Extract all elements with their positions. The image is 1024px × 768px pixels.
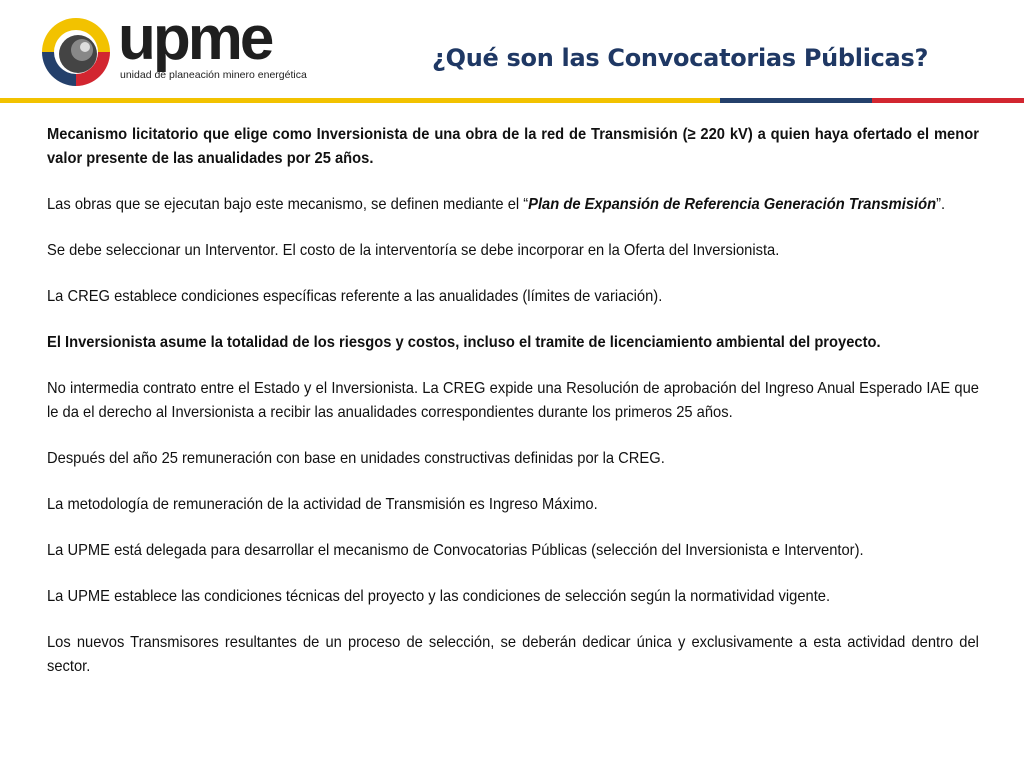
paragraph-risks: El Inversionista asume la totalidad de los riesgos y costos, incluso el tramite de licenciamiento ambiental del proyecto. <box>47 334 881 351</box>
logo-wordmark: upme <box>118 4 272 73</box>
header-stripe-red <box>872 98 1024 103</box>
paragraph-methodology: La metodología de remuneración de la actividad de Transmisión es Ingreso Máximo. <box>47 496 598 513</box>
paragraph-plan-after: ”. <box>936 196 946 213</box>
upme-logo-icon <box>38 14 114 90</box>
slide-header <box>0 0 1024 104</box>
plan-name: Plan de Expansión de Referencia Generación Transmisión <box>528 196 937 213</box>
page-title: ¿Qué son las Convocatorias Públicas? <box>432 44 929 72</box>
paragraph-after-25: Después del año 25 remuneración con base en unidades constructivas definidas por la CREG. <box>47 450 665 467</box>
paragraph-mechanism: Mecanismo licitatorio que elige como Inversionista de una obra de la red de Transmisión (≥ 220 kV) a quien haya ofertado el menor valor presente de las anualidades por 25 años. <box>47 126 979 167</box>
header-stripe-blue <box>720 98 872 103</box>
paragraph-creg-conditions: La CREG establece condiciones específicas referente a las anualidades (límites de variación). <box>47 288 663 305</box>
slide-body <box>47 123 979 701</box>
paragraph-new-transmitters: Los nuevos Transmisores resultantes de un proceso de selección, se deberán dedicar única y exclusivamente a esta actividad dentro del sector. <box>47 634 979 675</box>
paragraph-upme-conditions: La UPME establece las condiciones técnicas del proyecto y las condiciones de selección según la normatividad vigente. <box>47 588 831 605</box>
paragraph-plan-before: Las obras que se ejecutan bajo este mecanismo, se definen mediante el “ <box>47 196 529 213</box>
paragraph-upme-delegated: La UPME está delegada para desarrollar el mecanismo de Convocatorias Públicas (selección del Inversionista e Interventor). <box>47 542 864 559</box>
paragraph-interventor: Se debe seleccionar un Interventor. El costo de la interventoría se debe incorporar en la Oferta del Inversionista. <box>47 242 780 259</box>
paragraph-contract: No intermedia contrato entre el Estado y el Inversionista. La CREG expide una Resolución de aprobación del Ingreso Anual Esperado IAE que le da el derecho al Inversionista a recibir las anualidades correspondientes durante los primeros 25 años. <box>47 380 979 421</box>
logo-tagline: unidad de planeación minero energética <box>120 69 307 81</box>
header-stripe-yellow <box>0 98 720 103</box>
paragraph-plan <box>47 193 979 217</box>
